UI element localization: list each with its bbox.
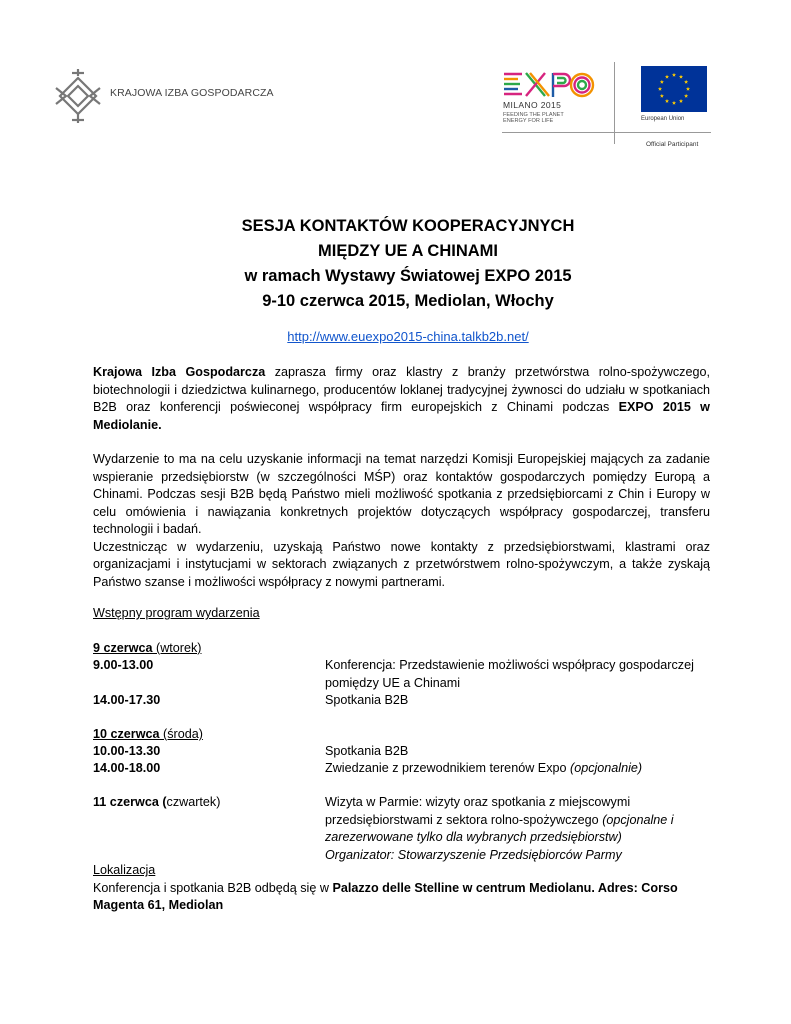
kig-logo-icon bbox=[52, 66, 104, 126]
expo-subtitle bbox=[503, 101, 564, 125]
day2-heading bbox=[93, 726, 203, 744]
intro-event: EXPO 2015 w Mediolanie. bbox=[93, 400, 710, 432]
day3-desc-wrap bbox=[325, 794, 725, 864]
intro-org: Krajowa Izba Gospodarcza bbox=[93, 365, 266, 379]
kig-name: KRAJOWA IZBA GOSPODARCZA bbox=[110, 87, 274, 99]
day3-weekday: czwartek) bbox=[166, 795, 221, 809]
day3-date: 11 czerwca ( bbox=[93, 795, 167, 809]
location-text-wrap bbox=[93, 880, 710, 915]
day1-date: 9 czerwca bbox=[93, 641, 153, 655]
eu-flag-icon bbox=[641, 66, 707, 112]
day1-row2-desc: Spotkania B2B bbox=[325, 693, 409, 707]
eu-label: European Union bbox=[641, 116, 685, 122]
location-text: Konferencja i spotkania B2B odbędą się w bbox=[93, 880, 333, 895]
document-title bbox=[92, 214, 724, 314]
description-paragraph-2: Uczestnicząc w wydarzeniu, uzyskają Państwo nowe kontakty z przedsiębiorstwami, klastrami oraz organizacjami i instytucjami w sektorach związanych z przetwórstwem rolno-spożywczym, a także zyskają Państwo szanse i możliwości współpracy z nowymi partnerami. bbox=[93, 539, 710, 589]
day2-weekday: (środa) bbox=[159, 727, 203, 741]
location-heading: Lokalizacja bbox=[93, 863, 156, 877]
day1-row1-desc: Konferencja: Przedstawienie możliwości współpracy gospodarczej pomiędzy UE a Chinami bbox=[325, 658, 694, 690]
day1-row1-time: 9.00-13.00 bbox=[93, 658, 154, 672]
intro-paragraph bbox=[93, 364, 710, 434]
day2-row2-desc-wrap bbox=[325, 760, 725, 778]
day2-row2-desc: Zwiedzanie z przewodnikiem terenów Expo bbox=[325, 761, 570, 775]
intro-text: zaprasza firmy oraz klastry z branży przetwórstwa rolno-spożywczego, biotechnologii i dziedzictwa kulinarnego, producentów loklanej tradycyjnej żywnosci do udziału w spotkaniach B2B oraz konferencji poświeconej współpracy firm europejskich z Chinami podczas bbox=[93, 365, 710, 414]
day3-note: (opcjonalne i zarezerwowane tylko dla wybranych przedsiębiorstw) bbox=[325, 812, 674, 844]
location-place: Palazzo delle Stelline w centrum Mediolanu. Adres: Corso Magenta 61, Mediolan bbox=[93, 880, 678, 912]
title-line-1: SESJA KONTAKTÓW KOOPERACYJNYCH bbox=[241, 217, 575, 235]
day2-row1-time: 10.00-13.30 bbox=[93, 744, 161, 758]
day1-row2-time: 14.00-17.30 bbox=[93, 693, 161, 707]
day1-weekday: (wtorek) bbox=[152, 641, 202, 655]
title-line-4: 9-10 czerwca 2015, Mediolan, Włochy bbox=[262, 292, 554, 310]
header-divider-horizontal bbox=[502, 132, 711, 133]
day3-organizer: Organizator: Stowarzyszenie Przedsiębiorców Parmy bbox=[325, 847, 622, 862]
expo-city: MILANO 2015 bbox=[503, 100, 562, 110]
description bbox=[93, 451, 710, 591]
day2-row1-desc: Spotkania B2B bbox=[325, 744, 409, 758]
official-participant-label: Official Participant bbox=[646, 141, 699, 148]
program-heading: Wstępny program wydarzenia bbox=[93, 606, 260, 620]
description-paragraph-1: Wydarzenie to ma na celu uzyskanie informacji na temat narzędzi Komisji Europejskiej mających za zadanie wspieranie przedsiębiorstw (w szczególności MŚP) oraz kontaktów gospodarczych pomiędzy Europą a Chinami. Podczas sesji B2B będą Państwo mieli możliwość spotkania z przedsiębiorcami z Chin i Europy w celu omówienia i nawiązania konkretnych projektów dotyczących współpracy gospodarczej, transferu technologii i badań. bbox=[93, 452, 710, 536]
day3-heading bbox=[93, 794, 220, 812]
day2-date: 10 czerwca bbox=[93, 727, 160, 741]
day3-desc: Wizyta w Parmie: wizyty oraz spotkania z miejscowymi przedsiębiorstwami z sektora rolno-spożywczego bbox=[325, 795, 631, 827]
expo-tagline-2: ENERGY FOR LIFE bbox=[503, 118, 554, 125]
day2-row2-note: (opcjonalnie) bbox=[570, 761, 643, 775]
expo-milano-logo-icon bbox=[502, 70, 596, 100]
location-section bbox=[93, 862, 710, 915]
event-link[interactable]: http://www.euexpo2015-china.talkb2b.net/ bbox=[287, 329, 529, 344]
day2-row2-time: 14.00-18.00 bbox=[93, 761, 161, 775]
day1-heading bbox=[93, 640, 202, 658]
title-line-3: w ramach Wystawy Światowej EXPO 2015 bbox=[244, 267, 572, 285]
expo-tagline-1: FEEDING THE PLANET bbox=[503, 112, 564, 118]
title-line-2: MIĘDZY UE A CHINAMI bbox=[318, 242, 498, 260]
event-url bbox=[92, 329, 724, 344]
